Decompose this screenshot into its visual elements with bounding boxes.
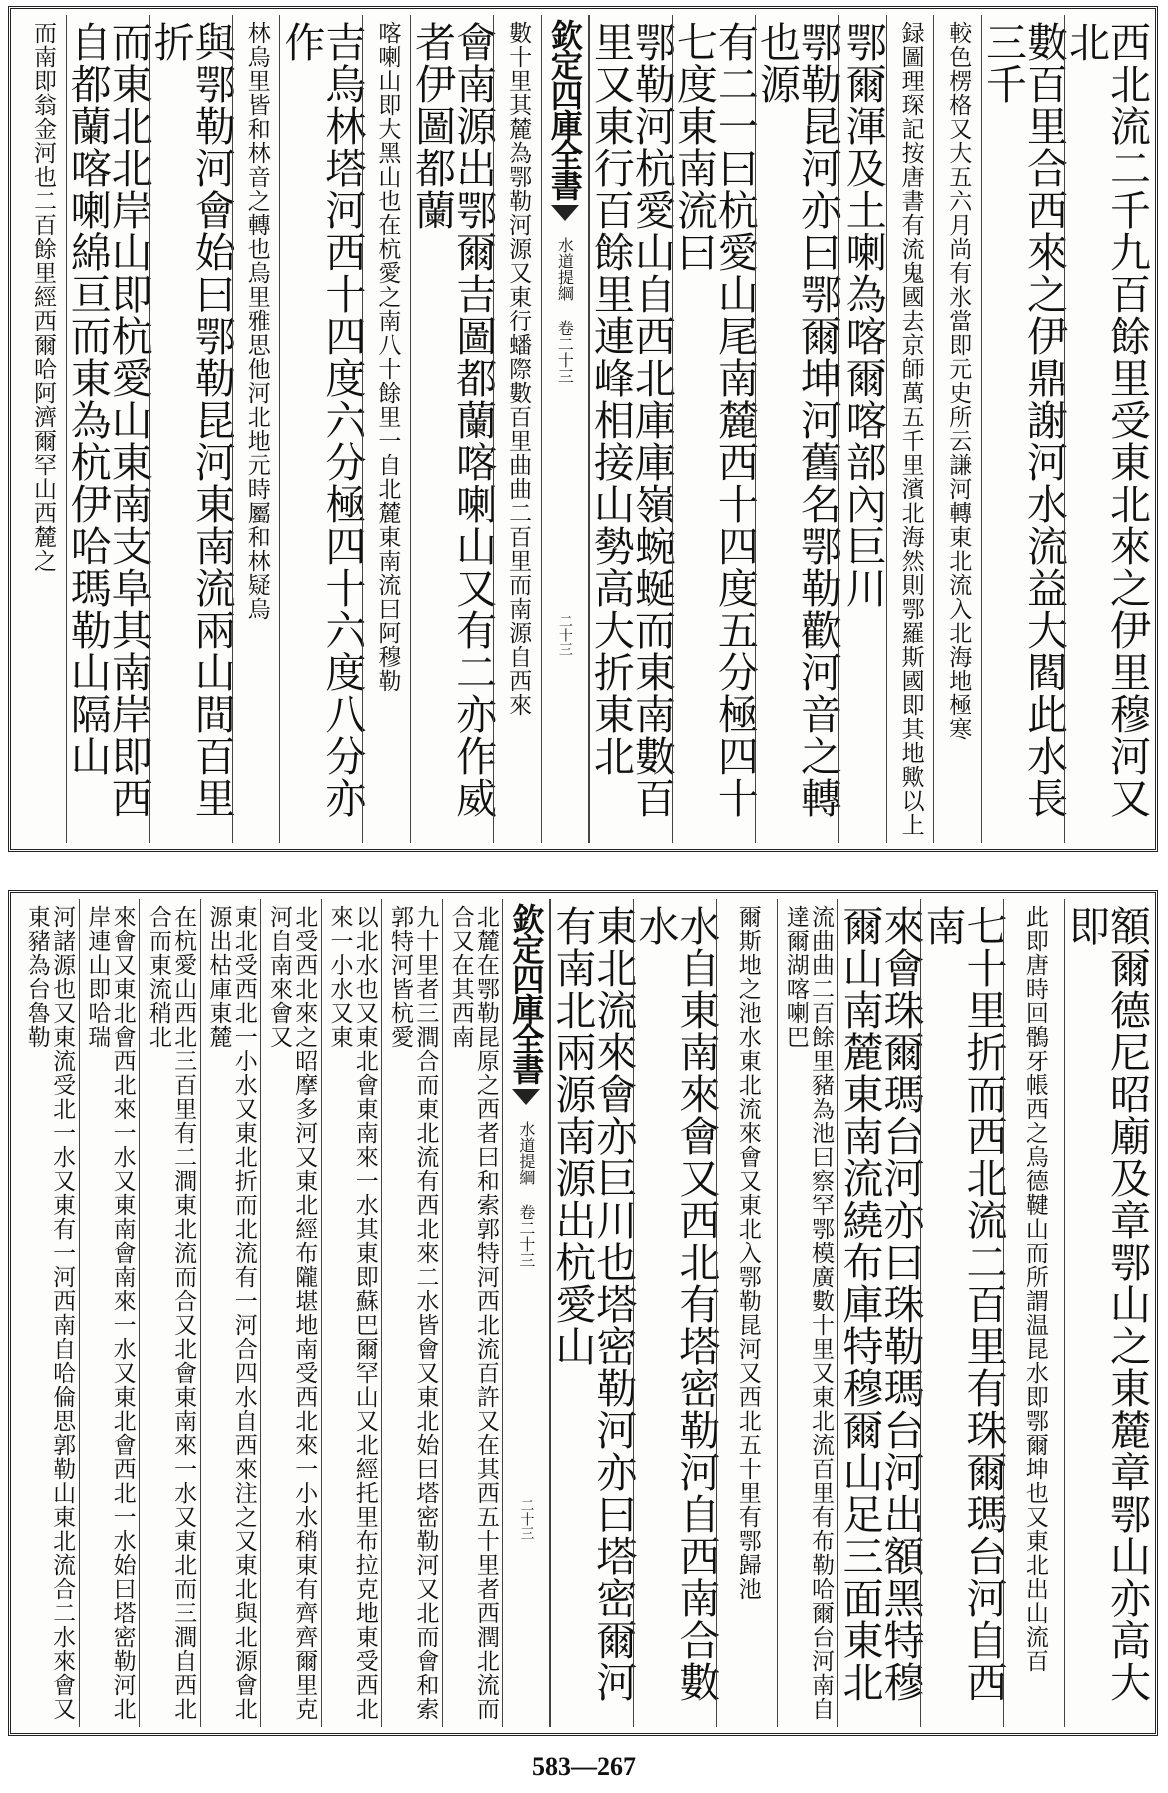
text-column — [548, 899, 638, 1727]
text-column — [277, 15, 367, 843]
main-text: 水自東南來會又西北有塔密勒河自西南合數水 — [631, 905, 721, 1703]
text-column — [979, 15, 1068, 843]
text-column — [408, 15, 498, 843]
volume-label: 水道提綱 卷二十三 — [555, 237, 575, 384]
commentary-text: 北麓在鄂勒昆原之西者曰和索郭特河西北流百許又在其西五十里者西潤北流而合又在其西南 — [447, 905, 499, 1721]
text-column — [200, 899, 261, 1727]
text-column — [838, 15, 886, 843]
book-title: 欽定四庫全書 — [507, 903, 546, 1083]
volume-label: 水道提綱 卷二十三 — [516, 1121, 536, 1268]
main-text: 七十里折而西北流二百里有珠爾瑪台河自西南 — [918, 905, 1008, 1703]
text-column — [146, 15, 236, 843]
commentary-text: 在杭愛山西北三百里有二澗東北流而合又北會東南來一水又東北而三澗自西北合而東流稍北 — [144, 905, 197, 1721]
text-column — [1003, 899, 1064, 1727]
commentary-text: 喀喇山即大黑山也在杭愛之南八十餘里一自北麓東南流曰阿穆勒 — [374, 21, 401, 693]
text-column — [752, 15, 842, 843]
text-column — [362, 15, 410, 843]
lower-page — [8, 890, 1158, 1736]
main-text: 鄂爾渾及土喇為喀爾喀部內巨川 — [838, 21, 887, 609]
main-text: 有二一曰杭愛山尾南麓西十四度五分極四十七度東南流曰 — [669, 21, 759, 819]
commentary-text: 而南即翁金河也二百餘里經西爾哈阿濟爾罕山西麓之 — [29, 21, 56, 573]
commentary-text: 數十里其麓為鄂勒河源又東行蟠際數百里曲曲二百里而南源自西來 — [505, 21, 532, 717]
main-text: 來會珠爾瑪台河亦曰珠勒瑪台河出額黑特穆爾山南麓東南流繞布庫特穆爾山足三面東北 — [835, 905, 925, 1703]
text-column — [918, 899, 1008, 1727]
fishtail-mark-icon — [551, 205, 579, 221]
text-column — [232, 15, 280, 843]
text-column — [442, 899, 503, 1727]
catalog-number: 583—267 — [532, 1752, 636, 1781]
leaf-number: 二十三 — [556, 614, 573, 656]
upper-page-columns — [19, 15, 1151, 843]
leaf-number: 二十三 — [518, 1498, 535, 1540]
main-text: 數百里合西來之伊鼎謝河水流益大閻此水長三千 — [979, 21, 1068, 819]
text-column — [716, 899, 777, 1727]
commentary-text: 流曲曲二百餘里豬為池曰察罕鄂模廣數十里又東北流百里有布勒哈爾台河南自達爾湖喀喇巴 — [782, 905, 834, 1721]
commentary-text: 爾斯地之池水東北流來會又東北入鄂勒昆河又西北五十里有鄂歸池 — [734, 905, 761, 1601]
commentary-text: 録圖理琛記按唐書有流鬼國去京師萬五千里濱北海然則鄂羅斯國即其地歟以上 — [897, 21, 924, 837]
text-column — [835, 899, 925, 1727]
main-text: 西北流二千九百餘里受東北來之伊里穆河又北 — [1062, 21, 1151, 819]
text-column — [321, 899, 382, 1727]
center-fold-header — [502, 899, 550, 1727]
commentary-text: 東北受西北一小水又東北折而北流有一河合四水自西來注之又東北與北源會北源出枯庫東麓 — [205, 905, 257, 1721]
text-column — [260, 899, 321, 1727]
text-column — [493, 15, 541, 843]
commentary-text: 林烏里皆和林音之轉也烏里雅思他河北地元時屬和林疑烏 — [243, 21, 270, 621]
lower-page-columns — [19, 899, 1151, 1727]
main-text: 而東北北岸山即杭愛山東南支阜其南岸即西自都蘭喀喇綿亘而東為杭伊哈瑪勒山隔山 — [63, 21, 153, 819]
upper-page — [8, 6, 1158, 852]
commentary-text: 此即唐時回鶻牙帳西之烏德鞬山而所謂温昆水即鄂爾坤也又東北出山流百 — [1021, 905, 1048, 1673]
commentary-text: 以北水也又東北會東南來一水其東即蘇巴爾罕山又北經托里布拉克地東受西北來一小水又東 — [326, 905, 378, 1721]
commentary-text: 來會又東北會西北來一水又東南會南來一水又東北會西北一水始曰塔密勒河北岸連山即哈瑞 — [84, 905, 136, 1721]
commentary-text: 北受西北來之昭摩多河又東北經布隴堪地南受西北來一小水稍東有齊齊爾里克河自南來會又 — [265, 905, 318, 1721]
text-column — [19, 15, 66, 843]
text-column — [777, 899, 838, 1727]
main-text: 東北流來會亦巨川也塔密勒河亦曰塔密爾河有南北兩源南源出杭愛山 — [548, 905, 638, 1703]
center-fold-header — [541, 15, 589, 843]
text-column — [933, 15, 981, 843]
main-text: 吉烏林塔河西十四度六分極四十六度八分亦作 — [277, 21, 367, 819]
main-text: 與鄂勒河會始曰鄂勒昆河東南流兩山間百里折 — [146, 21, 236, 819]
book-title: 欽定四庫全書 — [545, 19, 584, 199]
fishtail-mark-icon — [512, 1089, 540, 1105]
text-column — [139, 899, 200, 1727]
text-column — [886, 15, 934, 843]
text-column — [631, 899, 721, 1727]
text-column — [63, 15, 153, 843]
text-column — [1062, 899, 1151, 1727]
text-column — [586, 15, 676, 843]
main-text: 會南源出鄂爾吉圖都蘭喀喇山又有二亦作威者伊圖都蘭 — [408, 21, 498, 819]
main-text: 額爾德尼昭廟及章鄂山之東麓章鄂山亦高大即 — [1062, 905, 1151, 1703]
main-text: 鄂勒河杭愛山自西北庫庫嶺蜿蜒而東南數百里又東行百餘里連峰相接山勢高大折東北 — [586, 21, 676, 819]
main-text: 鄂勒昆河亦曰鄂爾坤河舊名鄂勒歡河音之轉也源 — [752, 21, 842, 819]
text-column — [1062, 15, 1151, 843]
commentary-text: 較色楞格又大五六月尚有氷當即元史所云謙河轉東北流入北海地極寒 — [945, 21, 972, 741]
text-column — [669, 15, 759, 843]
text-column — [381, 899, 442, 1727]
commentary-text: 九十里者三澗合而東北流有西北來二水皆會又東北始曰塔密勒河又北而會和索郭特河皆杭愛 — [387, 905, 439, 1721]
text-column — [19, 899, 79, 1727]
commentary-text: 河諸源也又東流受北一水又東有一河西南自哈倫思郭勒山東北流合二水來會又東豬為台魯勒 — [23, 905, 76, 1721]
text-column — [79, 899, 140, 1727]
